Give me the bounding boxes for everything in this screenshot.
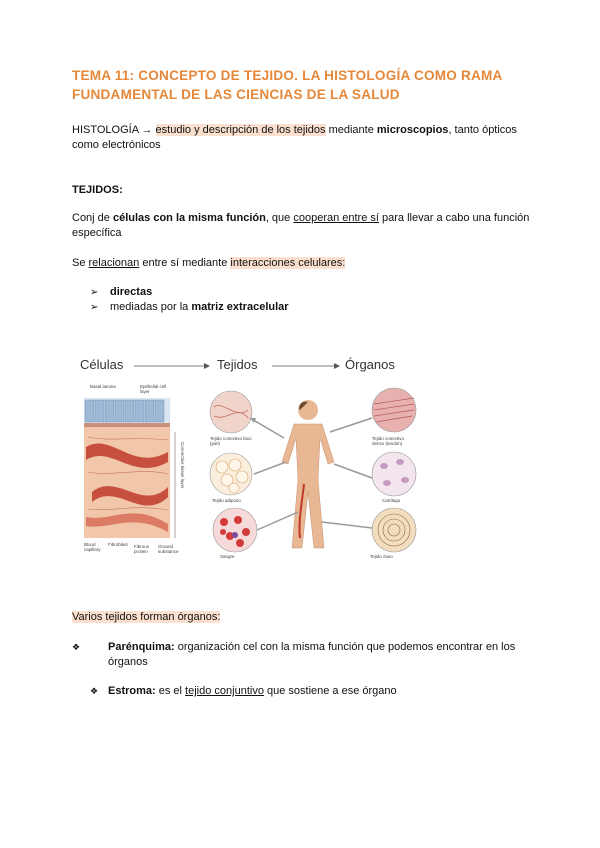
tejidos-heading [72, 183, 123, 198]
bullet-estroma [90, 684, 530, 699]
estroma-under: tejido conjuntivo [185, 685, 264, 697]
conj-t1: Conj de [72, 212, 113, 224]
bullet-mediadas-bold: matriz extracelular [191, 301, 289, 313]
conj-t3: para llevar a cabo una función específica [72, 212, 530, 239]
label-fibroblast: Fibroblast [108, 542, 128, 547]
label-ground: Ground substance [158, 544, 179, 554]
figure-label-tejidos: Tejidos [217, 357, 258, 372]
histologia-rest: , tanto ópticos como electrónicos [72, 124, 517, 151]
estroma-rest: que sostiene a ese órgano [263, 685, 397, 697]
estroma-text: es el [155, 685, 186, 697]
label-epithelial: Epithelial cell layer [140, 384, 167, 394]
label-basal-lamina: Basal lamina [90, 384, 116, 389]
label-t4: Cartílago [382, 498, 401, 503]
label-t5: Sangre [220, 554, 235, 559]
relacionan-t2: entre sí mediante [139, 257, 231, 269]
tejidos-heading-text: TEJIDOS: [72, 184, 123, 196]
relacionan-under: relacionan [88, 257, 140, 269]
conj-paragraph [72, 211, 532, 241]
arrow-bullet-icon: ➢ [90, 287, 99, 298]
parenquima-text: organización cel con la misma función que podemos encontrar en los órganos [108, 641, 516, 668]
conj-bold: células con la misma función [112, 212, 266, 224]
diamond-bullet-icon: ❖ [90, 686, 99, 696]
figure-label-organos: Órganos [345, 357, 395, 372]
bullet-mediadas-text: mediadas por la [110, 301, 192, 313]
conj-t2: , que [265, 212, 294, 224]
arrow-bullet-icon: ➢ [90, 302, 99, 313]
bullet-mediadas [90, 300, 289, 315]
label-blood: Blood capillary [84, 542, 101, 552]
label-t6: Tejido óseo [370, 554, 393, 559]
label-fibrous: Fibrous protein [134, 544, 150, 554]
figure-label-celulas: Células [80, 357, 124, 372]
tissue-figure [72, 352, 530, 564]
label-connective: Connective tissue layer [180, 442, 185, 489]
histologia-highlight: estudio y descripción de los tejidos [155, 124, 326, 136]
varios-heading [72, 610, 220, 625]
conj-under: cooperan entre sí [293, 212, 379, 224]
label-t3: Tejido adiposo [212, 498, 241, 503]
histologia-paragraph [72, 123, 542, 153]
page-title: TEMA 11: CONCEPTO DE TEJIDO. LA HISTOLOGÍA COMO RAMA FUNDAMENTAL DE LAS CIENCIAS DE LA SALUD [72, 68, 503, 102]
histologia-mid: mediante [325, 124, 377, 136]
label-t1: Tejido conectivo laxo (piel) [210, 436, 252, 446]
histologia-bold: microscopios [376, 124, 449, 136]
relacionan-paragraph [72, 256, 532, 271]
parenquima-bold: Parénquima: [108, 641, 175, 653]
relacionan-highlight: interacciones celulares: [230, 257, 346, 269]
estroma-bold: Estroma: [108, 685, 156, 697]
relacionan-t1: Se [72, 257, 89, 269]
bullet-parenquima [72, 640, 548, 670]
bullet-directas [90, 285, 152, 300]
diamond-bullet-icon: ❖ [72, 642, 81, 652]
label-t2: Tejido conectivo denso (tendón) [372, 436, 405, 446]
varios-highlight: Varios tejidos forman órganos: [72, 611, 221, 623]
bullet-directas-bold: directas [110, 286, 153, 298]
histologia-lead: HISTOLOGÍA → [72, 124, 156, 136]
